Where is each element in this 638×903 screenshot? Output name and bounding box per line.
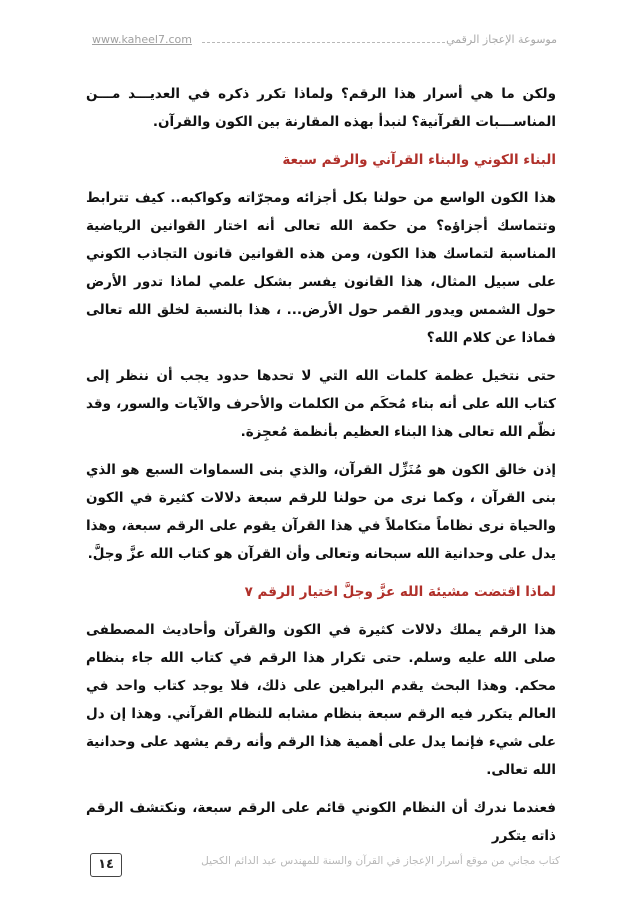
page-content xyxy=(86,80,556,860)
page-header xyxy=(92,33,557,53)
header-website-link[interactable]: www.kaheel7.com xyxy=(92,33,192,46)
paragraph: حتى نتخيل عظمة كلمات الله التي لا تحدها حدود يجب أن ننظر إلى كتاب الله على أنه بناء مُحكَم من الكلمات والأحرف والآيات والسور، وقد نظّم الله تعالى هذا البناء العظيم بأنظمة مُعجِزة. xyxy=(86,368,556,440)
footer-text: كتاب مجاني من موقع أسرار الإعجاز في القرآن والسنة للمهندس عبد الدائم الكحيل xyxy=(201,855,560,867)
section-heading: لماذا اقتضت مشيئة الله عزَّ وجلَّ اختيار الرقم ٧ xyxy=(244,584,556,600)
section-heading: البناء الكوني والبناء القرآني والرقم سبعة xyxy=(282,152,556,168)
paragraph: فعندما ندرك أن النظام الكوني قائم على الرقم سبعة، ونكتشف الرقم ذاته يتكرر xyxy=(86,800,556,844)
paragraph: إذن خالق الكون هو مُنَزِّل القرآن، والذي بنى السماوات السبع هو الذي بنى القرآن ، وكما نرى من حولنا للرقم سبعة دلالات كثيرة في الكون والحياة نرى نظاماً متكاملاً في هذا القرآن يقوم على الرقم سبعة، وهذا يدل على وحدانية الله سبحانه وتعالى وأن القرآن هو كتاب الله عزَّ وجلَّ. xyxy=(86,462,556,562)
header-title: موسوعة الإعجاز الرقمي xyxy=(446,33,557,46)
page-number: ١٤ xyxy=(90,853,122,877)
paragraph: هذا الكون الواسع من حولنا بكل أجزائه ومجرّاته وكواكبه.. كيف تترابط وتتماسك أجزاؤه؟ من حكمة الله تعالى أنه اختار القوانين الرياضية المناسبة لتماسك هذا الكون، ومن هذه القوانين قانون التجاذب الكوني على سبيل المثال، هذا القانون يفسر بشكل علمي لماذا تدور الأرض حول الشمس ويدور القمر حول الأرض... ، هذا بالنسبة لخلق الله تعالى فماذا عن كلام الله؟ xyxy=(86,190,556,346)
paragraph: هذا الرقم يملك دلالات كثيرة في الكون والقرآن وأحاديث المصطفى صلى الله عليه وسلم. حتى تكرار هذا الرقم في كتاب الله جاء بنظام محكم. وهذا البحث يقدم البراهين على ذلك، فلا يوجد كتاب واحد في العالم يتكرر فيه الرقم سبعة بنظام مشابه للنظام القرآني. وهذا إن دل على شيء فإنما يدل على أهمية هذا الرقم وأنه رقم يشهد على وحدانية الله تعالى. xyxy=(86,622,556,778)
header-divider xyxy=(202,42,445,43)
page-footer xyxy=(80,843,560,883)
paragraph: ولكن ما هي أسرار هذا الرقم؟ ولماذا تكرر ذكره في العديـــد مـــن المناســـبات القرآنية؟ لنبدأ بهذه المقارنة بين الكون والقرآن. xyxy=(86,86,556,130)
